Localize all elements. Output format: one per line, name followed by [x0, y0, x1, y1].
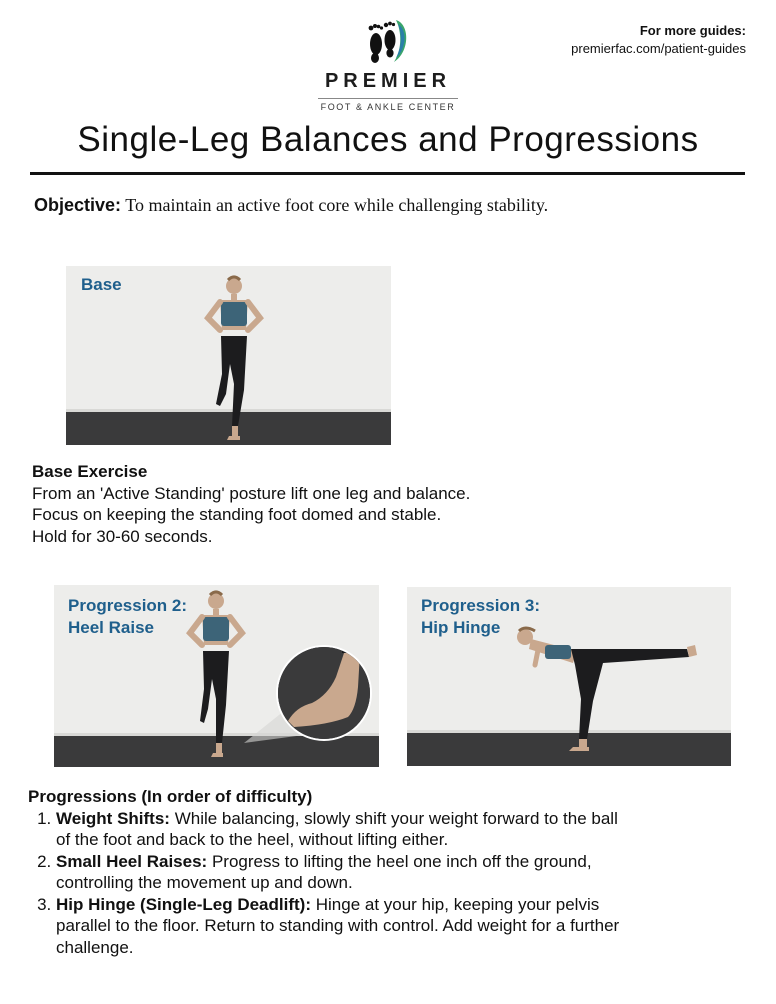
- raised-foot-closeup-icon: [278, 647, 370, 739]
- title-divider: [30, 172, 745, 175]
- brand-tagline: FOOT & ANKLE CENTER: [320, 102, 456, 112]
- heel-raise-label-line2: Heel Raise: [68, 618, 154, 637]
- page-title: Single-Leg Balances and Progressions: [77, 120, 699, 159]
- base-exercise-line: Hold for 30-60 seconds.: [32, 526, 213, 546]
- heel-raise-closeup: [276, 645, 372, 741]
- hip-hinge-photo: [407, 587, 731, 766]
- more-guides-label: For more guides:: [639, 23, 746, 38]
- progression-term: Hip Hinge (Single-Leg Deadlift):: [56, 894, 311, 914]
- brand-logo: [300, 14, 476, 114]
- progression-text: While balancing, slowly shift your weight forward to the ball of the foot and back to the heel, without lifting either.: [56, 808, 618, 849]
- base-exercise-line: From an 'Active Standing' posture lift one leg and balance.: [32, 483, 471, 503]
- footprints-icon: [366, 14, 412, 66]
- base-exercise: [32, 461, 592, 547]
- list-item: [56, 851, 628, 894]
- objective-text: To maintain an active foot core while challenging stability.: [125, 195, 549, 215]
- objective-label: Objective:: [34, 195, 122, 215]
- list-item: [56, 894, 628, 959]
- brand-divider: [318, 98, 458, 99]
- heel-raise-label-line1: Progression 2:: [68, 596, 188, 615]
- hip-hinge-label-line1: Progression 3:: [421, 596, 541, 615]
- progression-term: Weight Shifts:: [56, 808, 170, 828]
- progression-text: Hinge at your hip, keeping your pelvis parallel to the floor. Return to standing with control. Add weight for a further challenge.: [56, 894, 620, 957]
- objective: [34, 194, 594, 217]
- list-item: [56, 808, 628, 851]
- progressions-list: [28, 808, 628, 959]
- person-hip-hinge-figure: [511, 621, 701, 757]
- progression-text: Progress to lifting the heel one inch off the ground, controlling the movement up and down.: [56, 851, 592, 892]
- base-exercise-line: Focus on keeping the standing foot domed and stable.: [32, 505, 442, 524]
- more-guides-url[interactable]: premierfac.com/patient-guides: [571, 41, 746, 56]
- base-exercise-photo: [66, 266, 391, 445]
- base-photo-label: Base: [81, 275, 122, 294]
- progressions: [28, 786, 628, 958]
- hip-hinge-label-line2: Hip Hinge: [421, 618, 501, 637]
- more-guides: [571, 22, 746, 58]
- brand-name: PREMIER: [324, 70, 452, 92]
- heel-raise-photo-label: [68, 595, 187, 639]
- progressions-heading: Progressions (In order of difficulty): [28, 787, 313, 806]
- heel-raise-photo: [54, 585, 379, 767]
- base-exercise-heading: Base Exercise: [32, 462, 148, 481]
- progression-term: Small Heel Raises:: [56, 851, 208, 871]
- person-standing-figure: [194, 274, 274, 445]
